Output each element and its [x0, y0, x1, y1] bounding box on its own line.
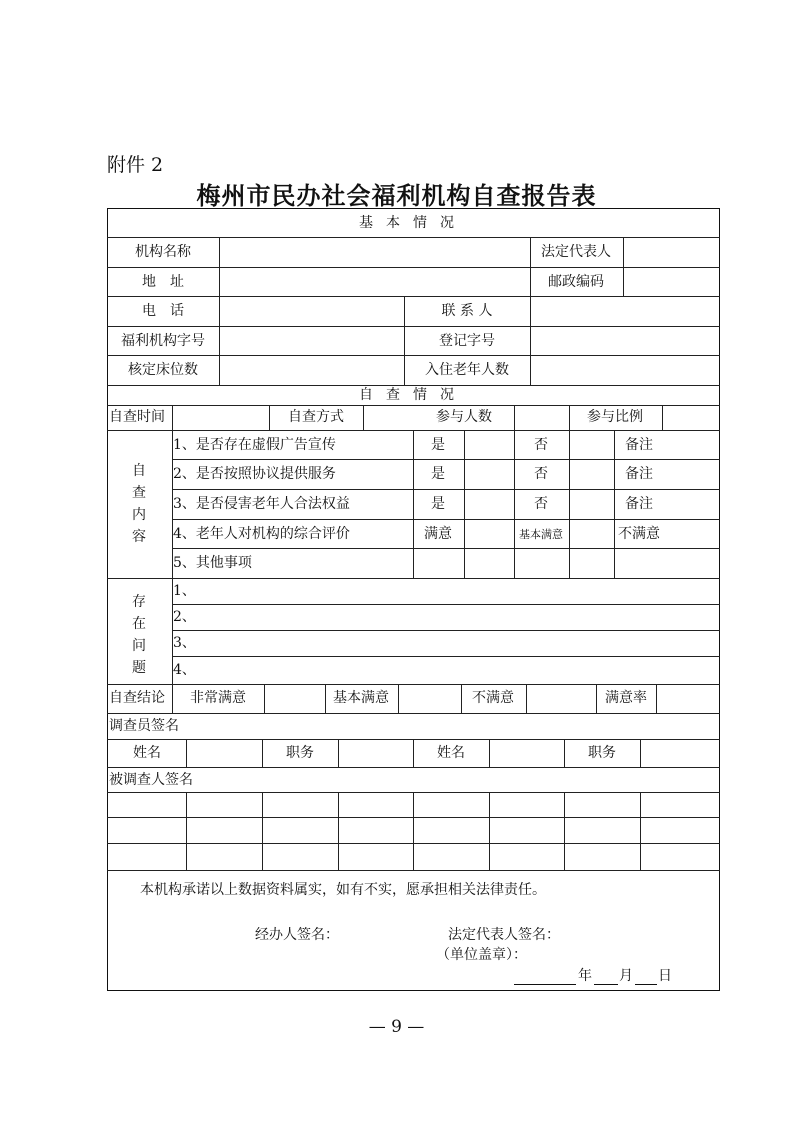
check-section-header: 自查情况 — [359, 387, 467, 403]
post-label: 职务 — [588, 745, 616, 761]
month-blank — [594, 984, 618, 985]
month-label: 月 — [619, 968, 633, 984]
name-label: 姓名 — [133, 745, 161, 761]
check-item-yes: 是 — [431, 496, 445, 512]
very-satisfied-label: 非常满意 — [190, 690, 246, 706]
col-divider — [489, 792, 490, 870]
check-item-no: 否 — [534, 496, 548, 512]
col-divider — [269, 405, 270, 430]
col-divider — [569, 430, 570, 578]
col-divider — [338, 739, 339, 767]
row-divider — [172, 489, 720, 490]
check-item-text: 5、其他事项 — [173, 555, 252, 571]
year-label: 年 — [578, 968, 592, 984]
content-label-char: 容 — [132, 529, 146, 545]
problem-item: 4、 — [173, 662, 196, 678]
page-title: 梅州市民办社会福利机构自查报告表 — [196, 181, 597, 210]
conclusion-label: 自查结论 — [109, 690, 165, 706]
col-divider — [413, 739, 414, 767]
rating-satisfied: 满意 — [424, 526, 452, 542]
row-divider — [172, 604, 720, 605]
row-divider — [172, 519, 720, 520]
problem-item: 3、 — [173, 635, 196, 651]
col-divider — [404, 296, 405, 385]
col-divider — [262, 792, 263, 870]
attachment-label: 附件 2 — [107, 154, 164, 176]
row-divider — [107, 385, 720, 386]
col-divider — [514, 430, 515, 578]
ratio-label: 参与比例 — [587, 409, 643, 425]
day-label: 日 — [658, 968, 672, 984]
col-divider — [413, 430, 414, 578]
pledge-statement: 本机构承诺以上数据资料属实，如有不实，愿承担相关法律责任。 — [140, 882, 546, 898]
col-divider — [172, 405, 173, 430]
col-divider — [325, 684, 326, 713]
row-divider — [172, 630, 720, 631]
row-divider — [107, 405, 720, 406]
row-divider — [107, 326, 720, 327]
col-divider — [662, 405, 663, 430]
col-divider — [514, 405, 515, 430]
col-divider — [569, 405, 570, 430]
problem-label-char: 题 — [132, 660, 146, 676]
col-divider — [219, 237, 220, 385]
col-divider — [262, 739, 263, 767]
col-divider — [413, 792, 414, 870]
row-divider — [172, 656, 720, 657]
row-divider — [107, 713, 720, 714]
col-divider — [186, 739, 187, 767]
name-label: 姓名 — [437, 745, 465, 761]
row-divider — [107, 237, 720, 238]
col-divider — [338, 792, 339, 870]
investigator-sign-label: 调查员签名 — [109, 718, 179, 734]
page-number: — 9 — — [368, 1017, 425, 1037]
col-divider — [464, 430, 465, 578]
col-divider — [623, 237, 624, 296]
org-name-label: 机构名称 — [135, 244, 191, 260]
residents-label: 入住老年人数 — [425, 362, 509, 378]
content-label — [130, 460, 148, 548]
seal-label: （单位盖章）： — [436, 947, 527, 963]
respondent-sign-label: 被调查人签名 — [109, 772, 193, 788]
check-item-no: 否 — [534, 437, 548, 453]
check-item-note: 备注 — [625, 466, 653, 482]
check-item-yes: 是 — [431, 437, 445, 453]
day-blank — [635, 984, 657, 985]
participants-label: 参与人数 — [436, 409, 492, 425]
handler-sign-label: 经办人签名： — [255, 927, 339, 943]
postcode-label: 邮政编码 — [548, 274, 604, 290]
welfare-code-label: 福利机构字号 — [121, 333, 205, 349]
content-label-char: 内 — [132, 507, 146, 523]
legal-sign-label: 法定代表人签名： — [448, 927, 560, 943]
problem-label-char: 存 — [132, 594, 146, 610]
row-divider — [107, 684, 720, 685]
problem-label-char: 问 — [132, 638, 146, 654]
legal-rep-label: 法定代表人 — [541, 244, 611, 260]
check-item-text: 4、老年人对机构的综合评价 — [173, 526, 350, 542]
col-divider — [363, 405, 364, 430]
phone-label: 电 话 — [142, 303, 184, 319]
row-divider — [107, 870, 720, 871]
basic-section-header: 基本情况 — [359, 215, 467, 231]
col-divider — [656, 684, 657, 713]
col-divider — [596, 684, 597, 713]
col-divider — [564, 792, 565, 870]
check-item-text: 3、是否侵害老年人合法权益 — [173, 496, 350, 512]
unsatisfied-label: 不满意 — [472, 690, 514, 706]
col-divider — [640, 739, 641, 767]
col-divider — [530, 237, 531, 296]
contact-label: 联 系 人 — [441, 303, 493, 319]
reg-code-label: 登记字号 — [439, 333, 495, 349]
row-divider — [107, 767, 720, 768]
check-method-label: 自查方式 — [288, 409, 344, 425]
rating-unsatisfied: 不满意 — [618, 526, 660, 542]
problem-label — [130, 591, 148, 679]
row-divider — [172, 548, 720, 549]
basic-satisfied-label: 基本满意 — [333, 690, 389, 706]
col-divider — [489, 739, 490, 767]
rating-basic: 基本满意 — [519, 528, 563, 541]
check-item-text: 2、是否按照协议提供服务 — [173, 466, 336, 482]
problem-item: 1、 — [173, 583, 196, 599]
row-divider — [172, 459, 720, 460]
problem-label-char: 在 — [132, 616, 146, 632]
year-blank — [514, 984, 576, 985]
post-label: 职务 — [286, 745, 314, 761]
col-divider — [172, 684, 173, 713]
address-label: 地 址 — [142, 274, 184, 290]
col-divider — [186, 792, 187, 870]
problem-item: 2、 — [173, 609, 196, 625]
col-divider — [398, 684, 399, 713]
col-divider — [461, 684, 462, 713]
col-divider — [530, 296, 531, 385]
col-divider — [640, 792, 641, 870]
col-divider — [564, 739, 565, 767]
check-item-note: 备注 — [625, 496, 653, 512]
check-item-yes: 是 — [431, 466, 445, 482]
satisfaction-rate-label: 满意率 — [605, 690, 647, 706]
beds-label: 核定床位数 — [128, 362, 198, 378]
row-divider — [107, 578, 720, 579]
check-time-label: 自查时间 — [109, 409, 165, 425]
check-item-note: 备注 — [625, 437, 653, 453]
content-label-char: 自 — [132, 463, 146, 479]
row-divider — [107, 296, 720, 297]
content-label-char: 查 — [132, 485, 146, 501]
row-divider — [107, 267, 720, 268]
col-divider — [264, 684, 265, 713]
col-divider — [526, 684, 527, 713]
row-divider — [107, 355, 720, 356]
col-divider — [614, 430, 615, 578]
check-item-no: 否 — [534, 466, 548, 482]
check-item-text: 1、是否存在虚假广告宣传 — [173, 437, 336, 453]
